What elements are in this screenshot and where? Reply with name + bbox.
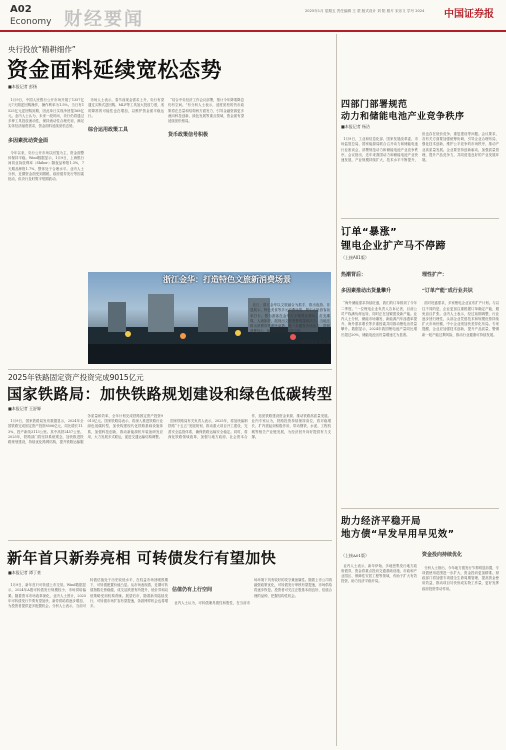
- lithium-headline-line-1: 订单“暴涨”: [341, 227, 398, 238]
- lead-column-2: [88, 93, 164, 268]
- masthead: [0, 0, 506, 40]
- lithium-subhead-2: 多因素推动出货量攀升: [341, 288, 392, 295]
- lithium-column-1: [341, 263, 417, 503]
- local-bond-headline-line-1: 助力经济平稳开局: [341, 516, 422, 527]
- lead-column-3: [168, 93, 244, 268]
- lithium-headline-line-2: 锂电企业扩产马不停蹄: [341, 241, 446, 252]
- local-bond-column-1: [341, 543, 417, 743]
- photo-note: [250, 298, 330, 362]
- section-english: Economy: [10, 17, 52, 27]
- lead-kicker: 央行投放“精耕细作”: [8, 45, 76, 54]
- bond-column-2: [172, 578, 332, 744]
- masthead-dateline: 2025年1月 星期五 责任编辑 王 蒙 版式设计 刘 阳 照片 宋乐义 学号 2024: [305, 9, 425, 13]
- lithium-body-1: “海外储能需求持续旺盛，我们的订单排到了今年二季度。”一位锂电企业负责人告诉记者，目前公司产线满负荷运转，同时正在加紧建设新产能。业内人士分析，储能市场爆发、新能源汽车渗透率提升、海外需求增长等多重因素共同推动锂电出货量攀升。数据显示，2024年我国锂电池产量同比增长超过20%，储能电池出货量增速尤为显著。: [341, 301, 417, 337]
- local-bond-column-2: [422, 543, 499, 743]
- lead-subhead-1: 多因素扰动资金面: [8, 137, 49, 144]
- masthead-brand: 中国证券报: [444, 9, 494, 20]
- bond-byline: ■本报记者 谭丁豪: [8, 570, 42, 575]
- lead-subhead-3: 货币政策信号积极: [168, 132, 209, 139]
- rail-body-2: 国家铁路局有关负责人表示，2025年，将加快编制铁路“十五五”发展规划，推动重大项目开工建设，完善安全监管体系，确保铁路运输安全稳定。同时，将深化铁路领域改革，加强与地方政府、社会资本合作，拓宽铁路建设资金来源，推动铁路高质量发展。业内专家认为，铁路投资持续保持高位，将对稳增长、扩内需起到积极作用，带动钢铁、水泥、工程机械等相关产业链发展，为经济回升向好提供有力支撑。: [168, 414, 331, 439]
- bond-column-1: [8, 578, 168, 744]
- lead-body-1: 1月9日，中国人民银行公开市场开展了1357亿元7天期逆回购操作，操作利率为1.5%。当日有1525亿元逆回购到期，因此单日实现净回笼168亿元。业内人士认为，未来一段时间，央行仍将通过多种工具投放流动性，保持流动性合理充裕，满足实体经济融资需求，资金面料延续宽松态势。: [8, 98, 84, 129]
- lithium-subhead-3: 理性扩产：: [422, 272, 448, 279]
- rail-top-rule: [8, 369, 332, 370]
- battery-byline: ■本报记者 杨洁: [341, 124, 371, 129]
- rail-column-2: [168, 414, 331, 536]
- bond-top-rule: [8, 540, 332, 541]
- local-bond-body: 业内人士表示，新年伊始，多地密集发行地方政府债券，资金将重点投向交通基础设施、市政和产业园区、保障性安居工程等领域，有助于扩大有效投资，助力经济平稳开局。: [341, 563, 417, 584]
- lithium-body-2: 面对旺盛需求，多家锂电企业宣布扩产计划。与以往不同的是，企业更加注重根据订单确定产能，避免盲目扩张。业内人士表示，经过前期调整，行业逐步回归理性，头部企业凭借技术和规模优势持续扩大市场份额，中小企业则加快差异化布局。专家提醒，企业应加强技术创新，提升产品质量，警惕新一轮产能过剩风险，推动行业健康可持续发展。: [422, 301, 499, 337]
- lithium-byline: （上接A01版）: [341, 255, 369, 260]
- lithium-subhead-4: “订单产能”成行业共识: [422, 288, 473, 295]
- local-bond-top-rule: [341, 508, 499, 509]
- local-bond-body-2: 分析人士指出，今年地方债发行节奏明显前置，专项债使用范围进一步扩大，资金投向更加精准。财政部门将加强专项债全生命周期管理，提高资金使用效益，推动项目尽快形成实物工作量，更好发挥政府投资带动作用。: [422, 565, 499, 591]
- photo-caption: 浙江金华：打造特色文旅新消费场景: [163, 275, 291, 284]
- lithium-subhead-1: 热潮背后：: [341, 272, 367, 279]
- lead-body-4: “结合中央经济工作会议部署，预计今年降准降息仍有空间。”有分析人士表示，适度宽松的货币政策将在总量和结构两方面发力，引导金融资源更多流向科技创新、绿色发展等重点领域，资金面有望延续宽松格局。: [168, 98, 244, 124]
- battery-body-columns: [341, 132, 499, 212]
- lead-body-3: 市场人士表示，春节前现金需求上升，央行有望通过买断式逆回购、MLF等工具加大投放力度，适时降准的可能性也在增加，以维护资金面平稳运行。: [88, 98, 164, 118]
- lead-subhead-2: 综合运用政策工具: [88, 127, 129, 134]
- lead-body-2: 今年以来，央行公开市场以回笼为主，资金面整体保持平稳。Wind数据显示，1月9日，上海银行间同业拆放利率（Shibor）隔夜品种报1.3%，7天期品种报1.7%，整体处于合理水平。业内人士分析，近期资金面受到缴税、政府债券发行等因素扰动，但央行及时熨平短期波动。: [8, 151, 84, 182]
- lithium-column-2: [422, 263, 499, 503]
- local-bond-byline: （上接A01版）: [341, 553, 369, 559]
- lead-byline: ■本报记者 彭扬: [8, 84, 38, 89]
- local-bond-headline-line-2: 地方债“早发早用早见效”: [341, 529, 455, 540]
- page-number: A02: [10, 4, 32, 15]
- rail-kicker: 2025年铁路固定资产投资完成9015亿元: [8, 373, 144, 382]
- bond-body: 1月9日，新年首只可转债上市交易。Wind数据显示，2024年A股可转债发行规模较小，市场供给偏紧。随着资本市场改革深化，业内人士预计，2025年可转债发行节奏有望加快，新券供给将逐步增加，为投资者提供更多配置机会。分析人士表示，当前可转债估值处于历史较低水平，在权益市场回暖预期下，可转债配置价值凸显。从市场表现看，近期可转债指数走势稳健，成交活跃度有所提升，低价券和双低策略受到机构青睐。展望后市，随着新券陆续发行，可转债市场扩容有望提速，条款博弈机会也将增多。: [8, 578, 168, 609]
- masthead-red-rule: [0, 30, 506, 32]
- rail-byline: ■本报记者 王舒嫄: [8, 406, 42, 411]
- rail-headline: 国家铁路局：加快铁路规划建设和绿色低碳转型: [7, 385, 333, 403]
- bond-subhead: 估值仍有上行空间: [172, 587, 213, 594]
- bond-headline: 新年首只新券亮相 可转债发行有望加快: [7, 549, 277, 567]
- battery-headline-line-1: 四部门部署规范: [341, 100, 408, 110]
- photo-credit: 新华社记者 徐昱 摄: [300, 339, 330, 344]
- section-title: 财经要闻: [64, 9, 144, 30]
- rail-body-1: 1月9日，国家铁路局发布数据显示，2024年全国铁路完成固定资产投资8506亿元，同比增长11.3%，投产新线3113公里。其中高铁2457公里。2025年，铁路部门将坚持系统观念，加快推进铁路规划建设，持续优化路网结构，提升铁路运输服务质量和效率，全年计划完成铁路固定资产投资9015亿元。国家铁路局表示，将深入推进铁路行业绿色低碳转型，加快构建现代化铁路基础设施体系，加强科技创新，推动新能源机车装备研发应用，大力发展多式联运，促进交通运输结构调整。: [8, 414, 163, 445]
- lead-column-1: [8, 93, 84, 389]
- local-bond-subhead: 资金投向持续优化: [422, 552, 463, 559]
- battery-body: 1月9日，工业和信息化部、国家发展改革委、市场监管总局、国家能源局联合召开动力和储能电池行业座谈会，部署规范动力和储能电池产业竞争秩序。会议指出，近年来我国动力和储能电池产业快速发展，产业规模持续扩大，技术水平不断提升，但也存在低价竞争、重复建设等问题。会议要求，各有关方面要加强统筹协调，引导企业合理布局，强化技术创新，维护公平竞争的市场秩序，推动产业高质量发展。企业要坚持创新驱动，加强质量管理，提升产品竞争力，共同营造良好的产业发展环境。: [341, 132, 499, 163]
- lead-headline: 资金面料延续宽松态势: [7, 58, 222, 82]
- right-column-divider: [336, 34, 337, 746]
- rail-column-1: [8, 414, 163, 536]
- bond-body-2: 业内人士认为，可转债兼具债性和股性，在当前市场环境下具有较好的攻守兼备属性。随着上市公司再融资政策优化，可转债发行审核有望提速，市场供给将逐步恢复。投资者可关注正股基本面良好、估值合理的品种，把握结构性机会。: [174, 578, 332, 605]
- battery-headline-line-2: 动力和储能电池产业竞争秩序: [341, 112, 465, 122]
- lithium-top-rule: [341, 218, 499, 219]
- photo-note-body: 近日，浙江金华以文旅融合为抓手，推出夜游、非遗展示、特色美食等多元消费场景，吸引大批游客前来打卡。图为游客在金华古子城景区游玩，灯光璀璨，人流如织，展现出文旅消费的蓬勃活力。当地还推出消费券等惠民举措，进一步激发市场活力，提振消费信心，助力经济持续回升向好。: [250, 303, 330, 334]
